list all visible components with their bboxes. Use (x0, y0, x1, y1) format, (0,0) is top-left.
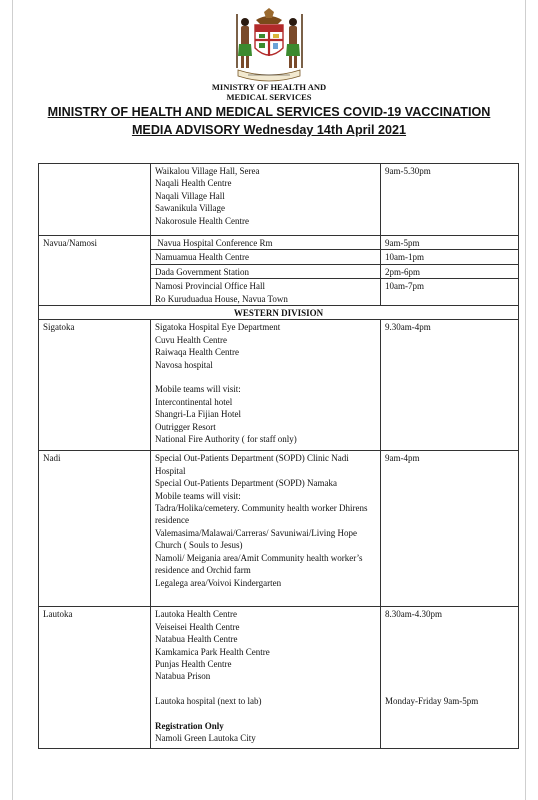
table-row (39, 320, 519, 451)
site-item: Valemasima/Malawai/Carreras/ Savuniwai/Living Hope (155, 527, 357, 538)
area-cell: Navua/Namosi (39, 236, 151, 306)
site-item: Namosi Provincial Office Hall (155, 281, 266, 292)
site-item: Natabua Health Centre (155, 634, 238, 645)
sites-cell (151, 320, 381, 451)
site-item: Dada Government Station (155, 266, 249, 277)
division-heading: WESTERN DIVISION (39, 306, 519, 320)
site-item: Nakorosule Health Centre (155, 215, 249, 226)
site-item: Namoli Green Lautoka City (155, 733, 256, 744)
site-item: Namoli/ Meigania area/Amit Community health worker’s (155, 552, 363, 563)
site-item: Ro Kuruduadua House, Navua Town (155, 293, 288, 304)
site-item: Hospital (155, 465, 186, 476)
ministry-line-2: MEDICAL SERVICES (226, 92, 312, 102)
site-item: Naqali Village Hall (155, 190, 225, 201)
site-item: Legalega area/Voivoi Kindergarten (155, 577, 282, 588)
sites-cell (151, 164, 381, 236)
site-item: Namuamua Health Centre (155, 252, 249, 263)
site-item: Navua Hospital Conference Rm (155, 238, 273, 248)
time-cell: 9.30am-4pm (381, 320, 519, 451)
site-item: Naqali Health Centre (155, 178, 232, 189)
time-cell: 9am-5pm (381, 236, 519, 250)
registration-only-label: Registration Only (155, 721, 224, 732)
time-cell: 9am-5.30pm (381, 164, 519, 236)
vaccination-schedule-table (38, 163, 519, 749)
ministry-name (0, 82, 538, 102)
site-item: Veiseisei Health Centre (155, 621, 240, 632)
time-cell: 9am-4pm (381, 451, 519, 607)
ministry-line-1: MINISTRY OF HEALTH AND (211, 82, 327, 92)
site-item: Tadra/Holika/cemetery. Community health worker Dhirens (155, 503, 368, 514)
site-item: Sawanikula Village (155, 203, 226, 214)
area-cell: Lautoka (39, 607, 151, 749)
table-row (39, 236, 519, 250)
site-item: Lautoka hospital (next to lab) (155, 696, 262, 707)
site-item: Church ( Souls to Jesus) (155, 540, 243, 551)
table-row (39, 607, 519, 749)
sites-cell (151, 250, 381, 264)
mobile-teams-label: Mobile teams will visit: (155, 384, 241, 395)
page-title (20, 103, 518, 139)
division-header-row (39, 306, 519, 320)
site-item: Natabua Prison (155, 671, 211, 682)
site-item: Special Out-Patients Department (SOPD) Namaka (155, 478, 337, 489)
title-line-1: MINISTRY OF HEALTH AND MEDICAL SERVICES COVID-19 VACCINATION (47, 105, 491, 119)
fiji-coat-of-arms-logo (228, 8, 310, 86)
time-cell: 10am-1pm (381, 250, 519, 264)
site-item: Intercontinental hotel (155, 396, 233, 407)
table-row (39, 164, 519, 236)
site-item: Sigatoka Hospital Eye Department (155, 322, 281, 333)
sites-cell (151, 264, 381, 278)
sites-cell (151, 607, 381, 749)
time-value: Monday-Friday 9am-5pm (385, 696, 479, 707)
area-cell: Sigatoka (39, 320, 151, 451)
site-item: Outrigger Resort (155, 421, 216, 432)
area-cell (39, 164, 151, 236)
time-value: 8.30am-4.30pm (385, 609, 442, 620)
site-item: Waikalou Village Hall, Serea (155, 166, 260, 176)
site-item: National Fire Authority ( for staff only) (155, 434, 297, 445)
site-item: Special Out-Patients Department (SOPD) Clinic Nadi (155, 453, 349, 464)
site-item: Punjas Health Centre (155, 659, 232, 670)
site-item: Navosa hospital (155, 359, 213, 370)
site-item: Shangri-La Fijian Hotel (155, 409, 241, 420)
site-item: Kamkamica Park Health Centre (155, 646, 270, 657)
site-item: Raiwaqa Health Centre (155, 347, 239, 358)
site-item: residence (155, 515, 189, 526)
sites-cell (151, 279, 381, 306)
site-item: Lautoka Health Centre (155, 609, 237, 620)
time-cell: 2pm-6pm (381, 264, 519, 278)
table-row (39, 451, 519, 607)
site-item: Cuvu Health Centre (155, 334, 227, 345)
sites-cell (151, 236, 381, 250)
title-line-2: MEDIA ADVISORY Wednesday 14th April 2021 (131, 123, 407, 137)
time-cell (381, 607, 519, 749)
area-cell: Nadi (39, 451, 151, 607)
sites-cell (151, 451, 381, 607)
time-cell: 10am-7pm (381, 279, 519, 306)
site-item: residence and Orchid farm (155, 565, 251, 576)
mobile-teams-label: Mobile teams will visit: (155, 490, 241, 501)
